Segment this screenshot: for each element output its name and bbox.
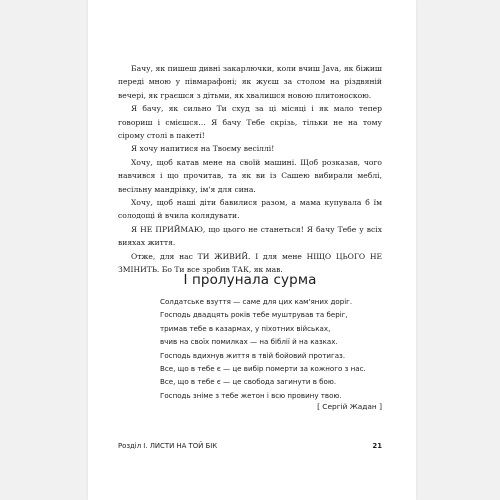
paragraph: Хочу, щоб катав мене на своїй машині. Щоб розказав, чого навчився і що прочитав, та як ви із Сашею вибирали меблі, весільну мандрівку, ім'я для сина. (118, 157, 382, 194)
paragraph: Я НЕ ПРИЙМАЮ, що цього не станеться! Я бачу Тебе у всіх вияхах життя. (118, 224, 382, 248)
poem-line: Солдатське взуття — саме для цих кам'яних доріг. (160, 297, 353, 306)
poem-line: вчив на своїх помилках — на біблії й на казках. (160, 337, 338, 347)
paragraph: Хочу, щоб наші діти бавилися разом, а мама купувала б їм солодощі й вчила колядувати. (118, 198, 382, 221)
poem-line: Господь вдихнув життя в твій бойовий протигаз. (160, 350, 346, 360)
prose-block (118, 62, 382, 277)
poem-author: [ Сергій Жадан ] (317, 402, 382, 411)
chapter-title: І пролунала сурма (183, 272, 317, 288)
poem-line: Господь зніме з тебе жетон і всю провину твою. (160, 390, 342, 400)
paragraph: Я бачу, як сильно Ти схуд за ці місяці і як мало тепер говориш і смієшся… Я бачу Тебе скрізь, тільки не на тому сірому столі в пакеті! (118, 104, 382, 141)
running-footer-section: Розділ І. ЛИСТИ НА ТОЙ БІК (118, 442, 218, 450)
poem-line: Господь двадцять років тебе муштрував та беріг, (160, 310, 348, 320)
page-number: 21 (372, 442, 382, 450)
poem-line: Все, що в тебе є — це свобода загинути в бою. (160, 377, 337, 387)
paragraph: Я хочу напитися на Твоєму весіллі! (131, 144, 275, 154)
poem-line: Все, що в тебе є — це вибір померти за кожного з нас. (160, 364, 366, 374)
paragraph: Отже, для нас ТИ ЖИВИЙ. І для мене НІЩО ЦЬОГО НЕ ЗМІНИТЬ. Бо Ти все зробив ТАК, як мав. (118, 251, 382, 275)
poem-line: тримав тебе в казармах, у піхотних військах, (160, 323, 331, 333)
poem (160, 295, 390, 402)
paragraph: Бачу, як пишеш дивні закарлючки, коли вчиш Java, як біжиш переді мною у півмарафоні; як жуєш за столом на різдвяній вечері, як граєшся з дітьми, як хвалишся новою плитоноскою. (118, 64, 382, 100)
